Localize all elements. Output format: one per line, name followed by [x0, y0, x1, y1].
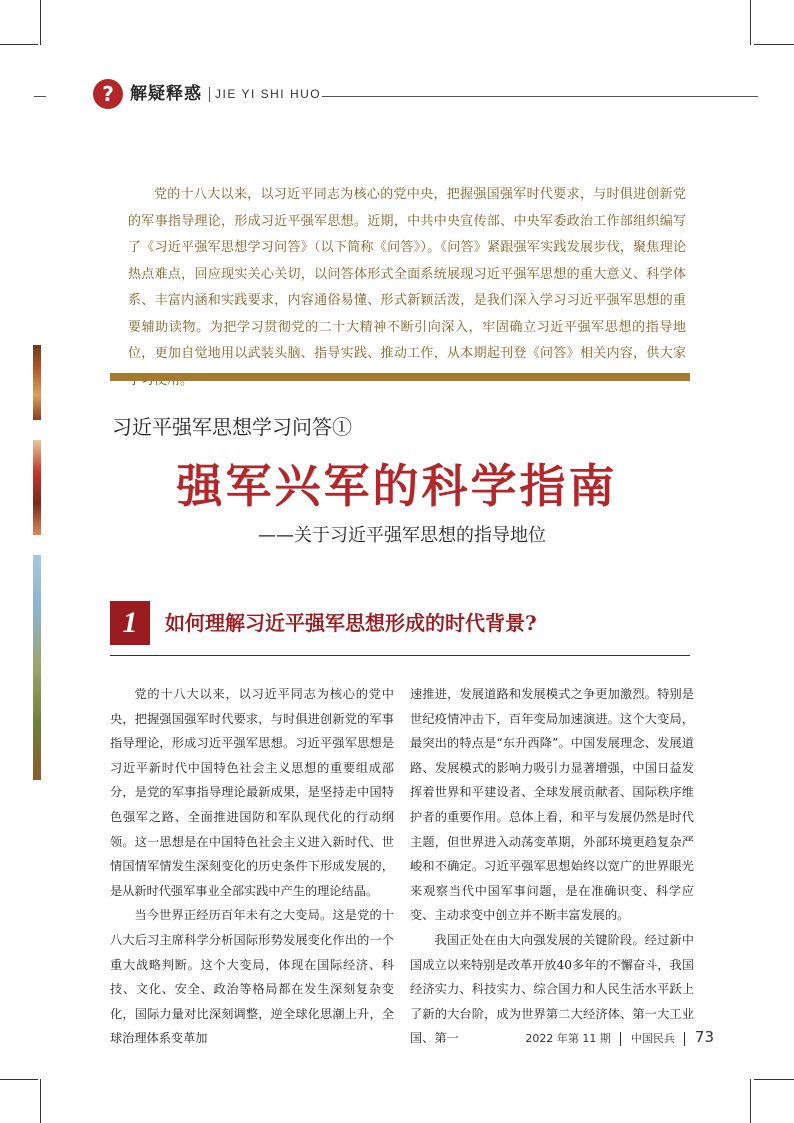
header-rule-right	[322, 96, 758, 97]
page-footer	[525, 1028, 714, 1048]
crop-mark	[40, 1079, 41, 1123]
page-number: 73	[694, 1028, 714, 1046]
crop-mark	[754, 1079, 794, 1080]
article-subtitle: ——关于习近平强军思想的指导地位	[258, 525, 546, 546]
header-rule-left	[34, 96, 46, 97]
crop-mark	[750, 0, 751, 45]
article-title: 强军兴军的科学指南	[176, 459, 618, 513]
crop-mark	[40, 0, 41, 45]
body-paragraph: 党的十八大以来，以习近平同志为核心的党中央，把握强国强军时代要求，与时俱进创新党的军事指导理论，形成习近平强军思想。习近平强军思想是习近平新时代中国特色社会主义思想的重要组成部分，是党的军事指导理论最新成果，是坚持走中国特色强军之路、全面推进国防和军队现代化的行动纲领。这一思想是在中国特色社会主义进入新时代、世情国情军情发生深刻变化的历史条件下形成发展的，是从新时代强军事业全部实践中产生的理论结晶。	[110, 687, 394, 898]
crop-mark	[0, 1079, 38, 1080]
side-photo-strip	[33, 555, 41, 780]
question-rule	[110, 655, 690, 656]
side-photo-strip	[33, 345, 41, 420]
body-paragraph: 我国正处在由大向强发展的关键阶段。经过新中国成立以来特别是改革开放40多年的不懈奋斗，我国经济实力、科技实力、综合国力和人民生活水平跃上了新的大台阶，成为世界第二大经济体、第一大工业国、第一	[410, 932, 694, 1046]
crop-mark	[750, 1079, 751, 1123]
body-paragraph: 速推进，发展道路和发展模式之争更加激烈。特别是世纪疫情冲击下，百年变局加速演进。这个大变局，最突出的特点是“东升西降”。中国发展理念、发展道路、发展模式的影响力吸引力显著增强，中国日益发挥着世界和平建设者、全球发展贡献者、国际秩序维护者的重要作用。总体上看，和平与发展仍然是时代主题，但世界进入动荡变革期，外部环境更趋复杂严峻和不确定。习近平强军思想始终以宽广的世界眼光来观察当代中国军事问题，是在准确识变、科学应变、主动求变中创立并不断丰富发展的。	[410, 687, 694, 923]
issue-label: 2022 年第 11 期	[525, 1032, 611, 1045]
series-label: 习近平强军思想学习问答①	[112, 415, 352, 439]
magazine-name: 中国民兵	[630, 1032, 675, 1045]
footer-separator	[684, 1032, 685, 1046]
question-number: 1	[110, 601, 150, 645]
section-title: 解疑释惑	[130, 84, 202, 104]
section-title-pinyin: JIE YI SHI HUO	[215, 87, 322, 101]
question-heading: 如何理解习近平强军思想形成的时代背景?	[165, 611, 537, 635]
footer-separator	[620, 1032, 621, 1046]
body-column-left	[110, 682, 394, 1046]
crop-mark	[754, 44, 794, 45]
crop-mark	[0, 44, 38, 45]
intro-paragraph: 党的十八大以来，以习近平同志为核心的党中央，把握强国强军时代要求，与时俱进创新党的军事指导理论，形成习近平强军思想。近期，中共中央宣传部、中央军委政治工作部组织编写了《习近平强军思想学习问答》（以下简称《问答》）。《问答》紧跟强军实践发展步伐，聚焦理论热点难点，回应现实关心关切，以问答体形式全面系统展现习近平强军思想的重大意义、科学体系、丰富内涵和实践要求，内容通俗易懂、形式新颖活泼，是我们深入学习习近平强军思想的重要辅助读物。为把学习贯彻党的二十大精神不断引向深入，牢固确立习近平强军思想的指导地位，更加自觉地用以武装头脑、指导实践、推动工作，从本期起刊登《问答》相关内容，供大家	[128, 187, 686, 361]
section-separator	[209, 87, 210, 102]
question-icon: ?	[93, 79, 123, 109]
body-paragraph: 当今世界正经历百年未有之大变局。这是党的十八大后习主席科学分析国际形势发展变化作出的一个重大战略判断。这个大变局，体现在国际经济、科技、文化、安全、政治等格局都在发生深刻复杂变化，国际力量对比深刻调整，逆全球化思潮上升，全球治理体系变革加	[110, 908, 394, 1046]
divider-bar	[110, 373, 690, 381]
